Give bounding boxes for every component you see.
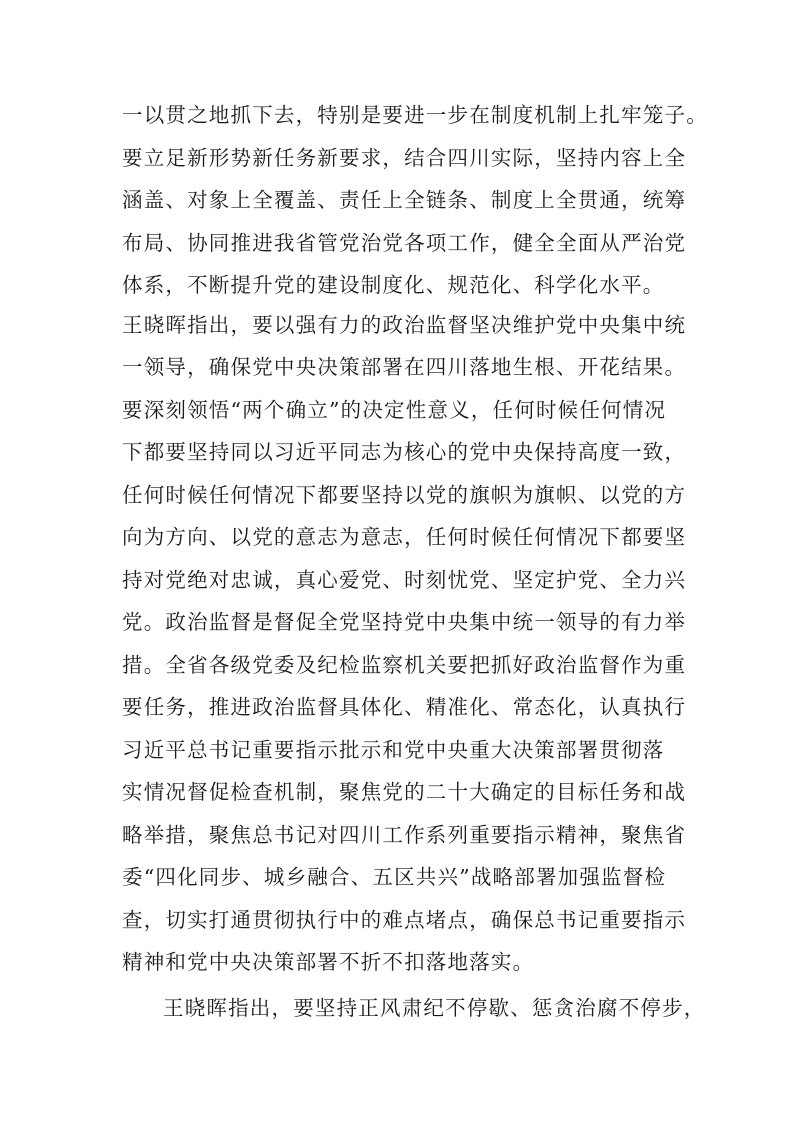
text-line-16: 习近平总书记重要指示批示和党中央重大决策部署贯彻落 [122,738,665,762]
text-line-21: 精神和党中央决策部署不折不扣落地落实。 [122,950,535,974]
text-line-11: 向为方向、以党的意志为意志，任何时候任何情况下都要坚 [122,525,687,549]
text-line-4: 布局、协同推进我省管党治党各项工作，健全全面从严治党 [122,231,687,255]
text-line-15: 要任务，推进政治监督具体化、精准化、常态化，认真执行 [122,695,687,719]
text-line-14: 措。全省各级党委及纪检监察机关要把抓好政治监督作为重 [122,653,687,677]
text-line-13: 党。政治监督是督促全党坚持党中央集中统一领导的有力举 [122,610,687,634]
text-line-6: 王晓晖指出，要以强有力的政治监督坚决维护党中央集中统 [122,313,687,337]
text-line-19: 委“四化同步、城乡融合、五区共兴”战略部署加强监督检 [122,865,667,889]
text-line-7: 一领导，确保党中央决策部署在四川落地生根、开花结果。 [122,355,687,379]
text-line-18: 略举措，聚焦总书记对四川工作系列重要指示精神，聚焦省 [122,823,687,847]
text-line-9: 下都要坚持同以习近平同志为核心的党中央保持高度一致， [122,440,687,464]
text-line-1: 一以贯之地抓下去，特别是要进一步在制度机制上扎牢笼子。 [122,103,708,127]
text-line-17: 实情况督促检查机制，聚焦党的二十大确定的目标任务和战 [122,780,687,804]
text-line-12: 持对党绝对忠诚，真心爱党、时刻忧党、坚定护党、全力兴 [122,568,687,592]
text-line-2: 要立足新形势新任务新要求，结合四川实际，坚持内容上全 [122,146,687,170]
text-line-8: 要深刻领悟“两个确立”的决定性意义，任何时候任何情况 [122,398,667,422]
text-line-3: 涵盖、对象上全覆盖、责任上全链条、制度上全贯通，统筹 [122,188,687,212]
text-line-10: 任何时候任何情况下都要坚持以党的旗帜为旗帜、以党的方 [122,483,687,507]
text-line-5: 体系，不断提升党的建设制度化、规范化、科学化水平。 [122,273,665,297]
text-line-20: 查，切实打通贯彻执行中的难点堵点，确保总书记重要指示 [122,908,687,932]
paragraph-start-line: 王晓晖指出，要坚持正风肃纪不停歇、惩贪治腐不停步， [163,996,706,1020]
